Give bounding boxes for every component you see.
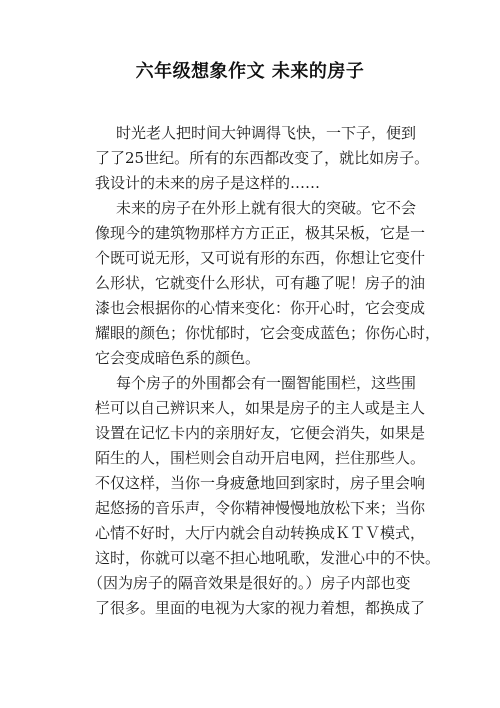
text-line: 不仅这样，当你一身疲惫地回到家时，房子里会响 (95, 474, 426, 492)
document-title: 六年级想象作文 未来的房子 (135, 61, 365, 82)
text-line: 心情不好时，大厅内就会自动转换成ＫＴＶ模式， (95, 524, 426, 542)
text-line: 耀眼的颜色；你忧郁时，它会变成蓝色；你伤心时， (95, 324, 441, 342)
text-line: 每个房子的外围都会有一圈智能围栏，这些围 (116, 374, 417, 392)
text-line: 它会变成暗色系的颜色。 (95, 349, 261, 367)
text-line: 时光老人把时间大钟调得飞快，一下子，便到 (116, 124, 417, 142)
text-line: 栏可以自己辨识来人，如果是房子的主人或是主人 (95, 399, 426, 417)
text-line: 了很多。里面的电视为大家的视力着想，都换成了 (95, 599, 426, 617)
text-line: 我设计的未来的房子是这样的…… (95, 174, 321, 192)
text-line: 未来的房子在外形上就有很大的突破。它不会 (116, 199, 417, 217)
text-line: 么形状，它就变什么形状，可有趣了呢！房子的油 (95, 274, 426, 292)
text-line: 个既可说无形，又可说有形的东西，你想让它变什 (95, 249, 426, 267)
text-line: 了了25世纪。所有的东西都改变了，就比如房子。 (95, 149, 430, 167)
text-line: 像现今的建筑物那样方方正正，极其呆板，它是一 (95, 224, 426, 242)
text-line: 这时，你就可以毫不担心地吼歌，发泄心中的不快。 (95, 549, 441, 567)
text-line: 陌生的人，围栏则会自动开启电网，拦住那些人。 (95, 449, 426, 467)
text-line: 起悠扬的音乐声，令你精神慢慢地放松下来；当你 (95, 499, 426, 517)
text-line: 漆也会根据你的心情来变化：你开心时，它会变成 (95, 299, 426, 317)
text-line: 设置在记忆卡内的亲朋好友，它便会消失，如果是 (95, 424, 426, 442)
text-line: （因为房子的隔音效果是很好的。）房子内部也变 (88, 574, 411, 592)
